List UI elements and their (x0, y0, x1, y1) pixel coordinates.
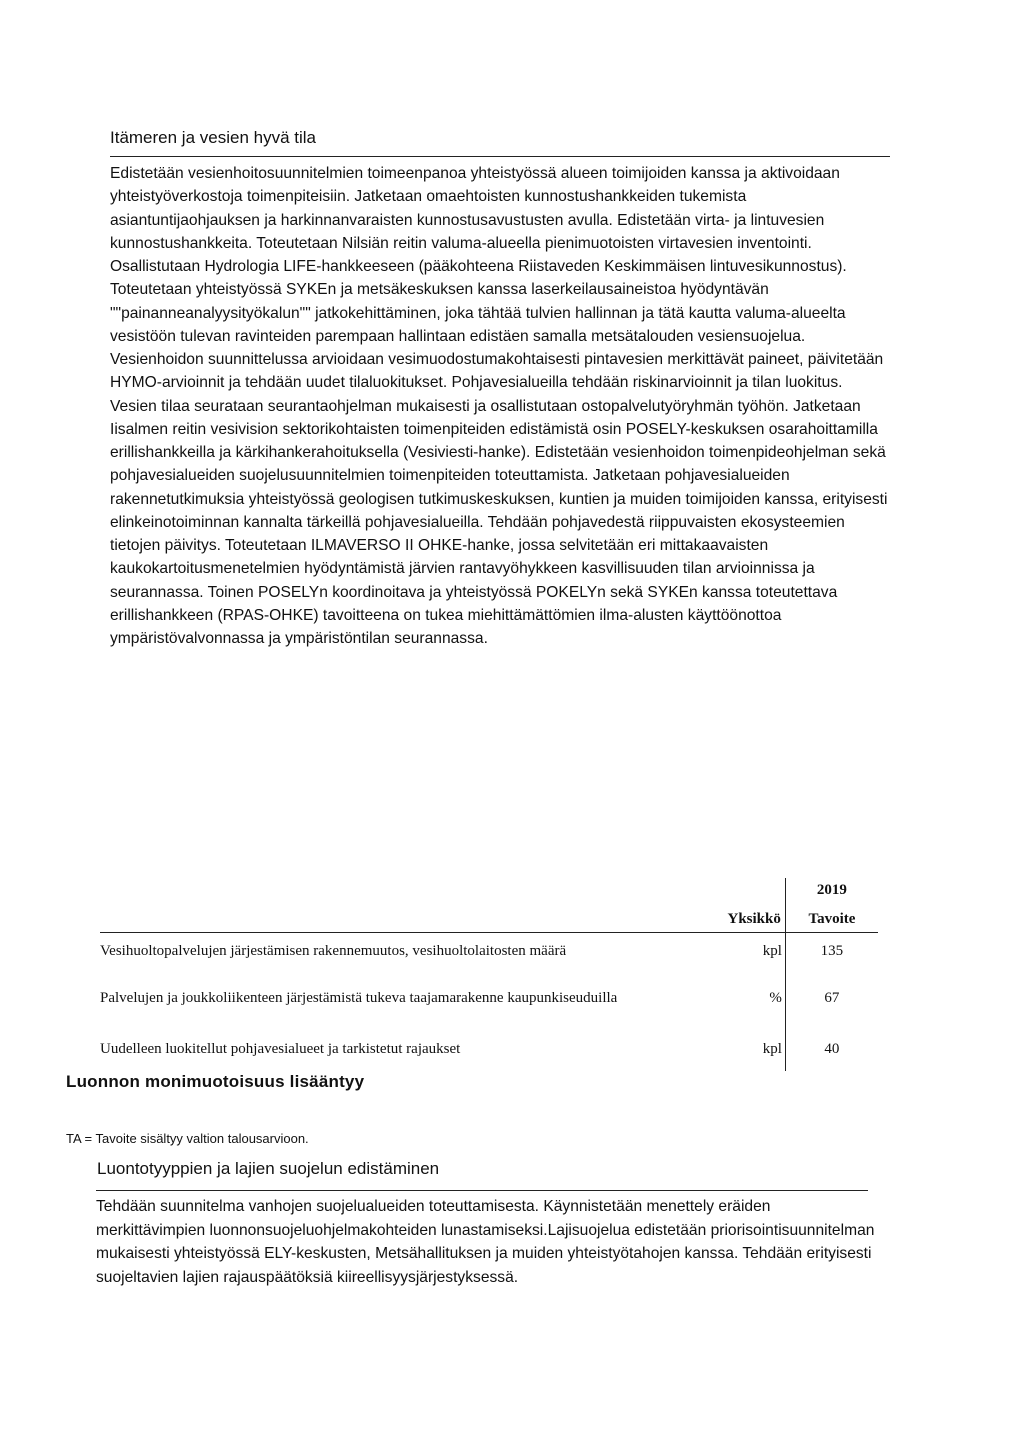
row-unit: kpl (724, 933, 785, 970)
table-header-empty-unit (724, 878, 785, 902)
section-heading-water: Itämeren ja vesien hyvä tila (110, 128, 316, 147)
row-goal: 67 (824, 989, 840, 1006)
table-header-label (100, 902, 724, 933)
table-header-unit: Yksikkö (724, 902, 785, 933)
row-unit: kpl (724, 1027, 785, 1071)
table-header-year: 2019 (816, 881, 847, 898)
row-label: Uudelleen luokitellut pohjavesialueet ja tarkistetut rajaukset (100, 1041, 461, 1057)
table-row (100, 1027, 878, 1071)
table-header-row-year (100, 878, 878, 902)
section-heading-biodiversity: Luonnon monimuotoisuus lisääntyy (66, 1072, 365, 1091)
section-body-protection: Tehdään suunnitelma vanhojen suojelualueiden toteuttamisesta. Käynnistetään menettely eräiden merkittävimpien luonnonsuojeluohjelmakohteiden lunastamiseksi.Lajisuojelua edistetään priorisointisuunnitelman mukaisesti yhteistyössä ELY-keskusten, Metsähallituksen ja muiden yhteistyötahojen kanssa. Tehdään erityisesti suojeltavien lajien rajauspäätöksiä kiireellisyysjärjestyksessä. (96, 1198, 875, 1286)
row-label: Palvelujen ja joukkoliikenteen järjestämistä tukeva taajamarakenne kaupunkiseuduilla (100, 990, 618, 1006)
table-header-goal: Tavoite (785, 902, 878, 933)
heading-rule (96, 1190, 868, 1191)
section-body-water: Edistetään vesienhoitosuunnitelmien toimeenpanoa yhteistyössä alueen toimijoiden kanssa ja aktivoidaan yhteistyöverkostoja toimenpiteisiin. Jatketaan omaehtoisten kunnostushankkeiden tukemista asiantuntijaohjauksen ja harkinnanvaraisten kunnostusavustusten avulla. Edistetään virta- ja lintuvesien kunnostushankkeita. Toteutetaan Nilsiän reitin valuma-alueella pienimuotoisten virtavesien inventointi. Osallistutaan Hydrologia LIFE-hankkeeseen (pääkohteena Riistaveden Keskimmäisen lintuvesikunnostus). Toteutetaan yhteistyössä SYKEn ja metsäkeskuksen kanssa laserkeilausaineistoa hyödyntävän ""painanneanalyysityökalun"" jatkokehittäminen, joka tähtää tulvien hallinnan ja tätä kautta valuma-alueelta vesistöön tulevan ravinteiden parempaan hallintaan edistäen samalla metsätalouden vesiensuojelua. Vesienhoidon suunnittelussa arvioidaan vesimuodostumakohtaisesti pintavesien merkittävät paineet, päivitetään HYMO-arvioinnit ja tehdään uudet tilaluokitukset. Pohjavesialueilla tehdään riskinarvioinnit ja tilan luokitus. Vesien tilaa seurataan seurantaohjelman mukaisesti ja osallistutaan ostopalvelutyöryhmän työhön. Jatketaan Iisalmen reitin vesivision sektorikohtaisten toimenpiteiden edistämistä osin POSELY-keskuksen osarahoittamilla erillishankkeilla ja kärkihankerahoituksella (Vesiviesti-hanke). Edistetään vesienhoidon toimenpideohjelman sekä pohjavesialueiden suojelusuunnitelmien toimenpiteiden toteuttamista. Jatketaan pohjavesialueiden rakennetutkimuksia yhteistyössä geologisen tutkimuskeskuksen, kuntien ja muiden toimijoiden kanssa, erityisesti elinkeinotoiminnan kannalta tärkeillä pohjavesialueilla. Tehdään pohjavedestä riippuvaisten ekosysteemien tietojen päivitys. Toteutetaan ILMAVERSO II OHKE-hanke, jossa selvitetään eri mittakaavaisten kaukokartoitusmenetelmien hyödyntämistä järvien rantavyöhykkeen kasvillisuuden tilan arvioinnissa ja seurannassa. Toinen POSELYn koordinoitava ja yhteistyössä POKELYn sekä SYKEn kanssa toteutettava erillishankkeen (RPAS-OHKE) tavoitteena on tukea miehittämättömien ilma-alusten käyttöönottoa ympäristövalvonnassa ja ympäristöntilan seurannassa. (110, 165, 888, 647)
table-header-row (100, 902, 878, 933)
table-header-empty (100, 878, 724, 902)
heading-rule (110, 156, 890, 157)
row-label: Vesihuoltopalvelujen järjestämisen rakennemuutos, vesihuoltolaitosten määrä (100, 943, 567, 959)
table-row (100, 969, 878, 1027)
section-heading-protection: Luontotyyppien ja lajien suojelun edistäminen (97, 1159, 440, 1178)
section-water-quality (110, 126, 888, 650)
target-table (100, 878, 878, 1071)
row-unit: % (724, 969, 785, 1027)
row-goal: 135 (820, 942, 844, 959)
row-goal: 40 (824, 1040, 840, 1057)
table-row (100, 933, 878, 970)
ta-footnote: TA = Tavoite sisältyy valtion talousarvioon. (66, 1131, 309, 1146)
section-species-protection (96, 1157, 876, 1289)
